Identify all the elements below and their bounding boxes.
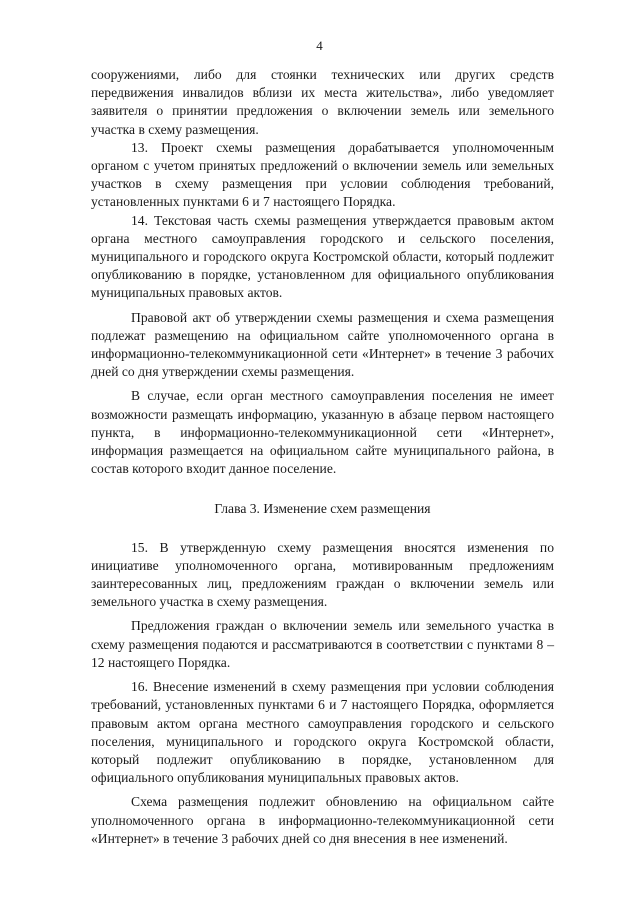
paragraph-citizen-proposals: Предложения граждан о включении земель или земельного участка в схему размещения подаются и рассматриваются в соответствии с пунктами 8 – 12 настоящего Порядка. <box>91 618 554 670</box>
paragraph-update-schedule: Схема размещения подлежит обновлению на официальном сайте уполномоченного органа в информационно-телекоммуникационной сети «Интернет» в течение 3 рабочих дней со дня внесения в нее изменений. <box>91 794 554 846</box>
paragraph-item-15: 15. В утвержденную схему размещения вносятся изменения по инициативе уполномоченного органа, мотивированным предложениям заинтересованных лиц, предложениям граждан о включении земель или земельного участка в схему размещения. <box>91 539 554 610</box>
paragraph-item-13: 13. Проект схемы размещения дорабатывается уполномоченным органом с учетом принятых предложений о включении земель или земельных участков в схему размещения при условии соблюдения требований, установленных пунктами 6 и 7 настоящего Порядка. <box>91 139 554 210</box>
document-body <box>91 66 554 848</box>
paragraph-continuation: сооружениями, либо для стоянки технических или других средств передвижения инвалидов вблизи их места жительства», либо уведомляет заявителя о принятии предложения о включении земель или земельного участка в схему размещения. <box>91 67 554 137</box>
paragraph-item-14: 14. Текстовая часть схемы размещения утверждается правовым актом органа местного самоуправления городского и сельского поселения, муниципального и городского округа Костромской области, который подлежит опубликованию в порядке, установленном для официального опубликования муниципальных правовых актов. <box>91 212 554 301</box>
page-number: 4 <box>316 38 323 53</box>
chapter-heading: Глава 3. Изменение схем размещения <box>214 501 431 517</box>
paragraph-legal-act: Правовой акт об утверждении схемы размещения и схема размещения подлежат размещению на официальном сайте уполномоченного органа в информационно-телекоммуникационной сети «Интернет» в течение 3 рабочих дней со дня утверждении схемы размещения. <box>91 309 554 380</box>
paragraph-district-site: В случае, если орган местного самоуправления поселения не имеет возможности размещать информацию, указанную в абзаце первом настоящего пункта, в информационно-телекоммуникационной сети «Интернет», информация размещается на официальном сайте муниципального района, в состав которого входит данное поселение. <box>91 388 554 477</box>
paragraph-item-16: 16. Внесение изменений в схему размещения при условии соблюдения требований, установленных пунктами 6 и 7 настоящего Порядка, оформляется правовым актом органа местного самоуправления городского и сельского поселения, муниципального и городского округа Костромской области, который подлежит опубликованию в порядке, установленном для официального опубликования муниципальных правовых актов. <box>91 679 554 786</box>
